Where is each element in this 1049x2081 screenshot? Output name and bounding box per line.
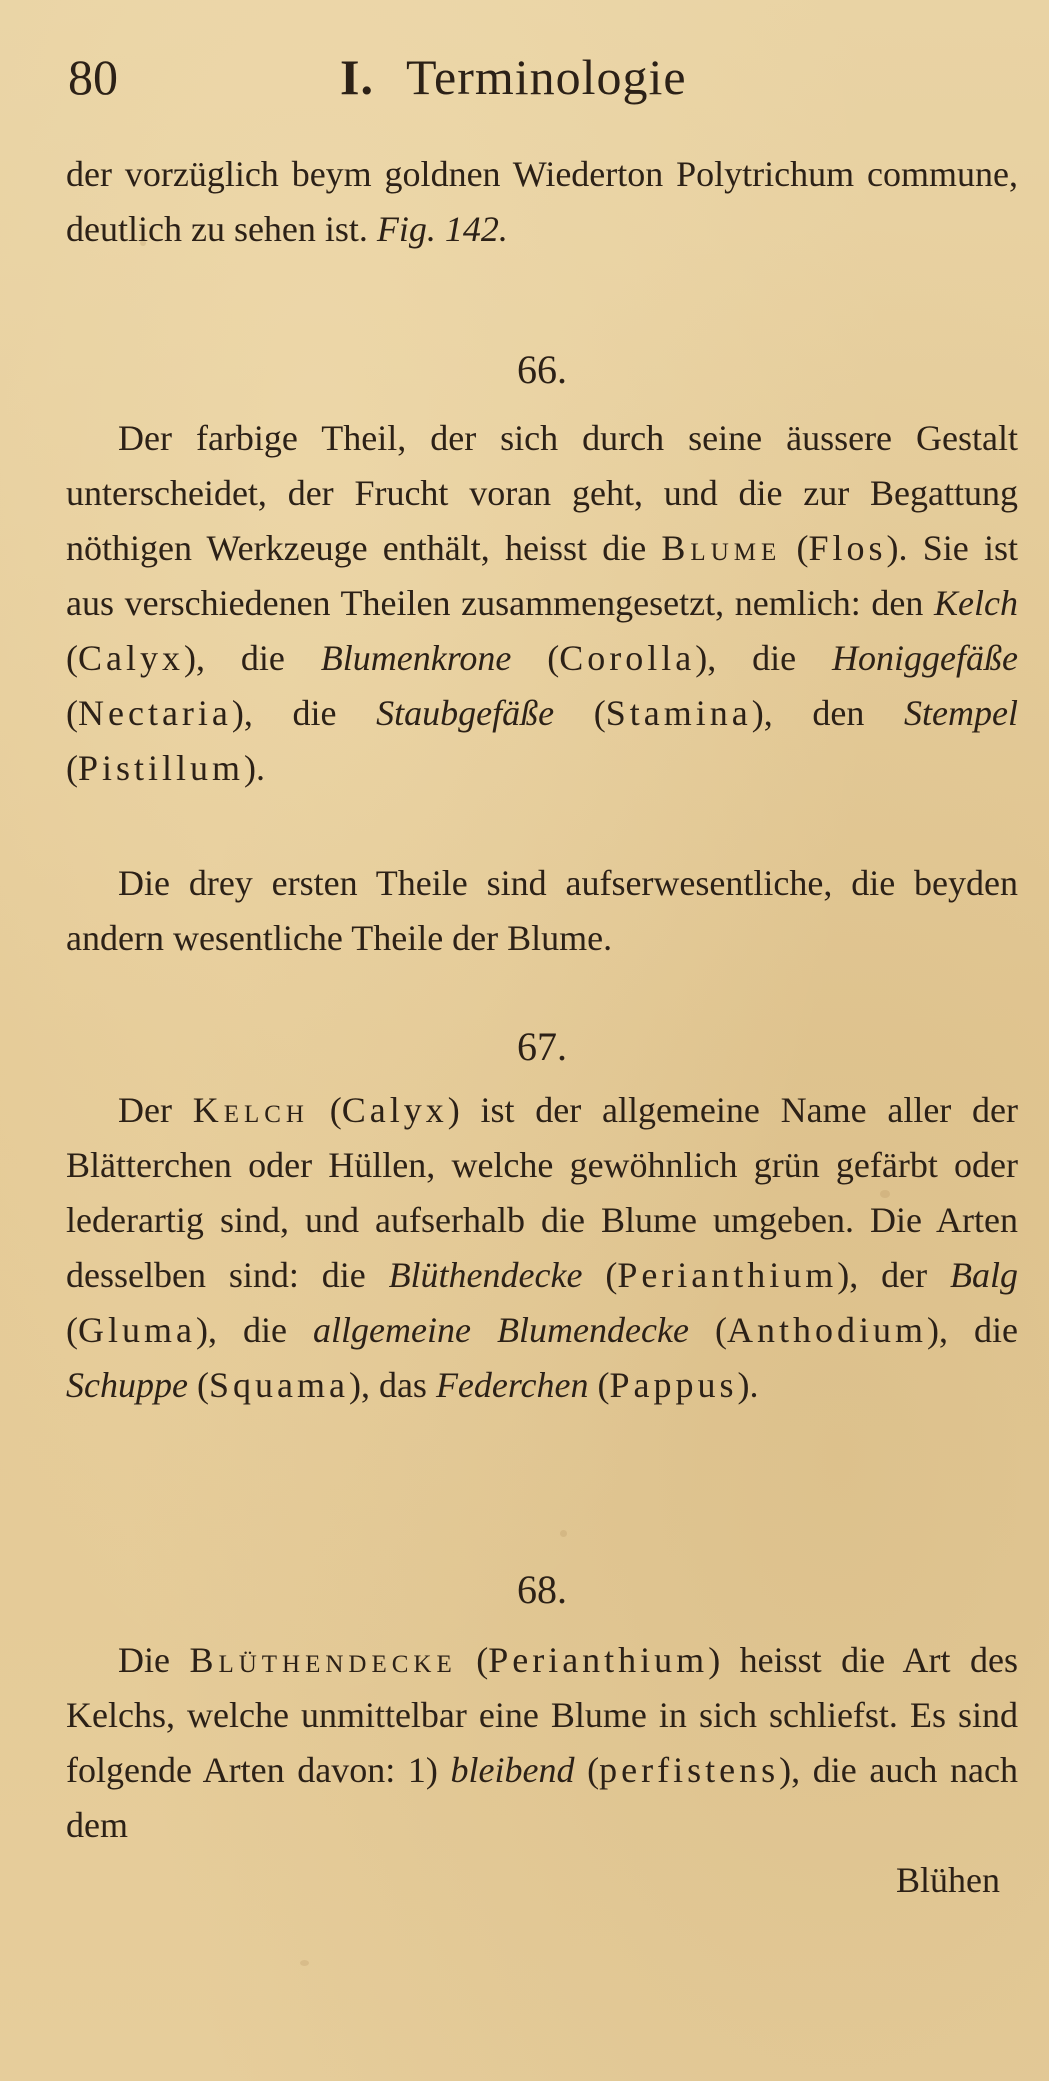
term-corolla: Corolla xyxy=(559,638,696,678)
term-perianthium: Perianthium xyxy=(617,1255,838,1295)
term-anthodium: Anthodium xyxy=(726,1310,927,1350)
section-66-paragraph-1 xyxy=(66,411,1018,796)
text-run: Der xyxy=(118,1090,193,1130)
section-67-paragraph-1 xyxy=(66,1083,1018,1413)
term-kelch: Kelch xyxy=(192,1090,309,1130)
text-run: ( xyxy=(66,1310,78,1350)
text-run: ) ist der allgemeine Name aller der Blätterchen oder Hüllen, welche gewöhnlich grün gefärbt oder lederartig sind, und aufserhalb die Blume umgeben. Die Arten desselben sind: die xyxy=(66,1090,1019,1295)
text-run: ), die auch nach dem xyxy=(66,1750,1018,1845)
text-run: ( xyxy=(554,693,606,733)
text-run: ( xyxy=(309,1090,342,1130)
text-run: ), das xyxy=(348,1365,436,1405)
term-bluethendecke: Blüthendecke xyxy=(388,1255,583,1295)
text-run: ( xyxy=(582,1255,618,1295)
term-schuppe: Schuppe xyxy=(66,1365,188,1405)
term-blumenkrone: Blumenkrone xyxy=(320,638,512,678)
text-run: ( xyxy=(66,748,78,788)
text-run: Der farbige Theil, der sich durch seine äussere Gestalt unterscheidet, der Frucht voran geht, und die zur Begattung nöthigen Werkzeuge enthält, heisst die xyxy=(66,418,1018,568)
text-run: ) heisst die Art des Kelchs, welche unmittelbar eine Blume in sich schliefst. Es sind folgende Arten davon: 1) xyxy=(66,1640,1018,1790)
text-run: Die xyxy=(118,1640,190,1680)
term-perfistens: perfistens xyxy=(599,1750,780,1790)
term-pappus: Pappus xyxy=(609,1365,738,1405)
chapter-number: I. xyxy=(340,49,374,105)
paragraph-text: Die drey ersten Theile sind aufserwesentliche, die beyden andern wesentliche Theile der Blume. xyxy=(66,863,1018,958)
term-pistillum: Pistillum xyxy=(78,748,245,788)
section-number-68: 68. xyxy=(517,1567,567,1612)
text-run: ), die xyxy=(695,638,833,678)
text-run: ( xyxy=(588,1365,610,1405)
term-stempel: Stempel xyxy=(904,693,1018,733)
term-balg: Balg xyxy=(950,1255,1018,1295)
term-federchen: Federchen xyxy=(435,1365,589,1405)
term-honiggefaesse: Honiggefäße xyxy=(832,638,1019,678)
text-run: ( xyxy=(456,1640,489,1680)
text-run: ), der xyxy=(837,1255,950,1295)
paper-spot xyxy=(300,1960,309,1966)
text-run: ( xyxy=(781,528,809,568)
figure-reference: Fig. 142. xyxy=(376,209,508,249)
term-staubgefaesse: Staubgefäße xyxy=(376,693,555,733)
section-68-paragraph-1 xyxy=(66,1633,1018,1908)
catchword: Blühen xyxy=(896,1860,1000,1900)
term-bleibend: bleibend xyxy=(450,1750,575,1790)
text-run: ), die xyxy=(195,1310,314,1350)
text-run: ), die xyxy=(231,693,377,733)
chapter-title: Terminologie xyxy=(405,49,687,105)
text-run: ), den xyxy=(751,693,905,733)
section-66-paragraph-2 xyxy=(66,856,1018,966)
text-run: ). xyxy=(244,748,266,788)
term-kelch: Kelch xyxy=(934,583,1018,623)
term-blume: Blume xyxy=(661,528,782,568)
text-run: ). xyxy=(737,1365,759,1405)
page-header xyxy=(0,48,1049,118)
text-run: ( xyxy=(574,1750,600,1790)
term-calyx: Calyx xyxy=(341,1090,448,1130)
text-run: ), die xyxy=(926,1310,1018,1350)
term-allgemeine-blumendecke: allgemeine Blumendecke xyxy=(313,1310,689,1350)
section-number-67: 67. xyxy=(517,1024,567,1069)
page-number: 80 xyxy=(68,49,118,105)
text-run: ), die xyxy=(184,638,321,678)
term-squama: Squama xyxy=(208,1365,349,1405)
running-head xyxy=(340,48,687,106)
term-perianthium: Perianthium xyxy=(488,1640,709,1680)
text-run: ). Sie ist aus verschiedenen Theilen zusammengesetzt, nemlich: den xyxy=(66,528,1018,623)
term-gluma: Gluma xyxy=(78,1310,196,1350)
text-run: ( xyxy=(66,693,78,733)
term-stamina: Stamina xyxy=(605,693,752,733)
paper-spot xyxy=(560,1530,567,1537)
term-nectaria: Nectaria xyxy=(78,693,232,733)
text-run: ( xyxy=(511,638,560,678)
term-bluethendecke: Blüthendecke xyxy=(189,1640,457,1680)
text-run: ( xyxy=(187,1365,209,1405)
text-run: ( xyxy=(688,1310,727,1350)
term-calyx: Calyx xyxy=(78,638,184,678)
term-flos: Flos xyxy=(808,528,887,568)
carryover-text xyxy=(66,147,1018,257)
carryover-sentence: der vorzüglich beym goldnen Wiederton Polytrichum commune, deutlich zu sehen ist. xyxy=(66,154,1018,249)
text-run: ( xyxy=(66,638,78,678)
section-number-66: 66. xyxy=(517,347,567,392)
